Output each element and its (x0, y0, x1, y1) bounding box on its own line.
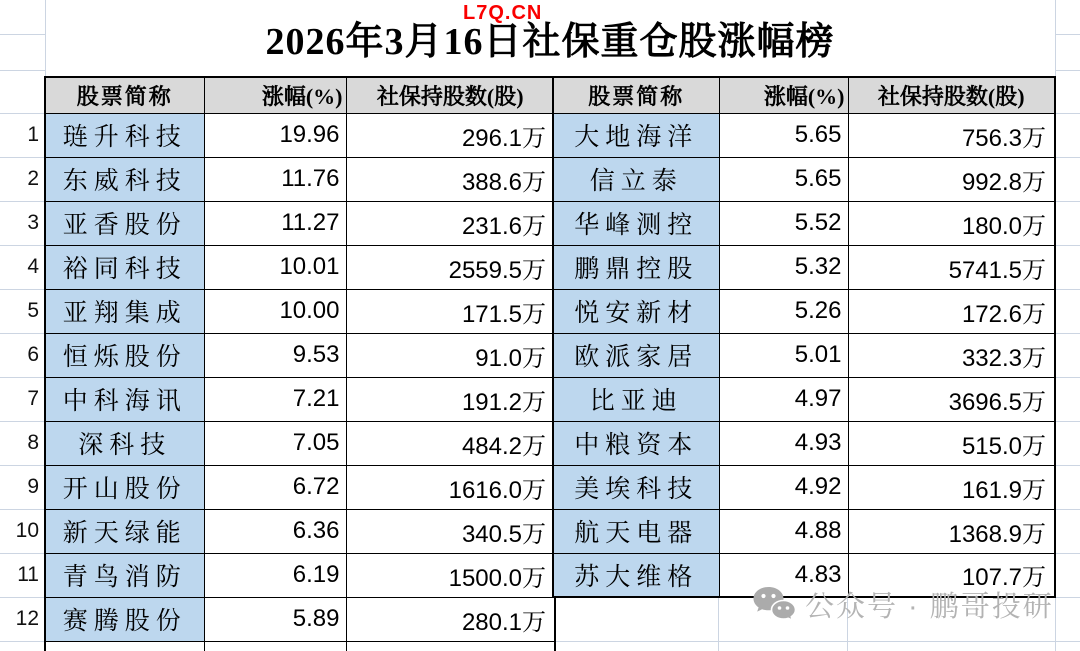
row-number[interactable]: 9 (27, 475, 39, 498)
cell-stock-name[interactable]: 比亚迪 (553, 377, 719, 421)
header-stock-name[interactable]: 股票简称 (553, 77, 719, 113)
header-row (45, 77, 555, 113)
cell-pct[interactable]: 4.97 (719, 377, 848, 421)
header-stock-name[interactable]: 股票简称 (45, 77, 204, 113)
table-row (553, 509, 1055, 553)
header-row (553, 77, 1055, 113)
cell-stock-name[interactable]: 青鸟消防 (45, 553, 204, 597)
table-row (553, 245, 1055, 289)
cell-shares[interactable]: 1616.0万 (346, 465, 555, 509)
grid-line (1055, 70, 1080, 71)
cell-pct[interactable]: 5.32 (719, 245, 848, 289)
cell-stock-name[interactable]: 开山股份 (45, 465, 204, 509)
row-number[interactable]: 5 (27, 299, 39, 322)
cell-stock-name[interactable]: 大地海洋 (553, 113, 719, 157)
grid-line (1055, 377, 1080, 378)
grid-line (718, 597, 719, 651)
grid-line (1055, 509, 1080, 510)
cell-shares[interactable]: 340.5万 (346, 509, 555, 553)
left-table (44, 76, 556, 651)
cell-shares[interactable]: 296.1万 (346, 113, 555, 157)
left-table-container (44, 76, 556, 651)
table-row (45, 509, 555, 553)
row-number[interactable]: 7 (27, 387, 39, 410)
cell-shares[interactable]: 756.3万 (848, 113, 1055, 157)
cell-pct[interactable]: 5.65 (719, 157, 848, 201)
cell-pct[interactable]: 4.88 (719, 509, 848, 553)
grid-line (1055, 34, 1080, 35)
cell-shares[interactable]: 3696.5万 (848, 377, 1055, 421)
cell-pct[interactable]: 5.01 (719, 333, 848, 377)
cell-shares[interactable]: 388.6万 (346, 157, 555, 201)
right-table (552, 76, 1056, 598)
table-row (45, 597, 555, 641)
cell-stock-name[interactable]: 琏升科技 (45, 113, 204, 157)
header-pct[interactable]: 涨幅(%) (719, 77, 848, 113)
table-row (553, 157, 1055, 201)
cell-stock-name[interactable]: 恒烁股份 (45, 333, 204, 377)
cell-pct[interactable]: 9.53 (204, 333, 346, 377)
header-shares[interactable]: 社保持股数(股) (848, 77, 1055, 113)
grid-line (1055, 113, 1080, 114)
cell-pct[interactable]: 7.21 (204, 377, 346, 421)
right-table-container (552, 76, 1056, 599)
cell-pct[interactable]: 10.01 (204, 245, 346, 289)
cell-stock-name[interactable]: 亚香股份 (45, 201, 204, 245)
cell-pct[interactable]: 11.27 (204, 201, 346, 245)
cell-stock-name[interactable]: 新天绿能 (45, 509, 204, 553)
header-pct[interactable]: 涨幅(%) (204, 77, 346, 113)
row-number-column (0, 113, 39, 641)
cell-stock-name[interactable]: 东威科技 (45, 157, 204, 201)
bottom-watermark-text: 公众号 · 鹏哥投研 (805, 591, 1054, 623)
cell-pct[interactable]: 6.72 (204, 465, 346, 509)
table-row (553, 289, 1055, 333)
cell-shares[interactable]: 107.7万 (848, 553, 1055, 597)
row-number[interactable]: 6 (27, 343, 39, 366)
row-number[interactable]: 2 (27, 167, 39, 190)
cell-stock-name[interactable]: 深科技 (45, 421, 204, 465)
row-number[interactable]: 4 (27, 255, 39, 278)
grid-line (0, 34, 45, 35)
row-number[interactable]: 11 (17, 563, 39, 586)
grid-line (1055, 245, 1080, 246)
row-number[interactable]: 1 (27, 123, 39, 146)
cell-stock-name[interactable]: 裕同科技 (45, 245, 204, 289)
cell-pct[interactable]: 4.92 (719, 465, 848, 509)
table-row (553, 465, 1055, 509)
cell-shares[interactable]: 91.0万 (346, 333, 555, 377)
grid-line (1055, 421, 1080, 422)
cell-shares[interactable]: 231.6万 (346, 201, 555, 245)
table-row (45, 289, 555, 333)
bottom-watermark (752, 584, 1054, 625)
table-row (553, 333, 1055, 377)
cell-shares[interactable]: 1500.0万 (346, 553, 555, 597)
cell-pct[interactable]: 4.83 (719, 553, 848, 597)
grid-line (1055, 553, 1080, 554)
cell-stock-name[interactable]: 苏大维格 (553, 553, 719, 597)
empty-cell[interactable] (45, 641, 204, 651)
cell-shares[interactable]: 280.1万 (346, 597, 555, 641)
wechat-icon (752, 585, 796, 625)
grid-line (1055, 157, 1080, 158)
table-row (45, 421, 555, 465)
cell-stock-name[interactable]: 中科海讯 (45, 377, 204, 421)
cell-pct[interactable]: 6.36 (204, 509, 346, 553)
grid-line (1055, 465, 1080, 466)
cell-shares[interactable]: 332.3万 (848, 333, 1055, 377)
cell-stock-name[interactable]: 信立泰 (553, 157, 719, 201)
table-row (45, 157, 555, 201)
row-number[interactable]: 8 (27, 431, 39, 454)
cell-shares[interactable]: 992.8万 (848, 157, 1055, 201)
cell-pct[interactable]: 10.00 (204, 289, 346, 333)
cell-pct[interactable]: 5.52 (719, 201, 848, 245)
cell-pct[interactable]: 11.76 (204, 157, 346, 201)
row-number[interactable]: 12 (15, 607, 39, 630)
cell-shares[interactable]: 171.5万 (346, 289, 555, 333)
cell-shares[interactable]: 191.2万 (346, 377, 555, 421)
table-row (45, 245, 555, 289)
cell-stock-name[interactable]: 赛腾股份 (45, 597, 204, 641)
row-number[interactable]: 10 (15, 519, 39, 542)
table-row (45, 465, 555, 509)
cell-stock-name[interactable]: 欧派家居 (553, 333, 719, 377)
table-row (45, 553, 555, 597)
page-title[interactable]: 2026年3月16日社保重仓股涨幅榜 (265, 21, 835, 63)
cell-stock-name[interactable]: 鹏鼎控股 (553, 245, 719, 289)
table-row (553, 377, 1055, 421)
cell-stock-name[interactable]: 中粮资本 (553, 421, 719, 465)
cell-pct[interactable]: 5.26 (719, 289, 848, 333)
grid-line (553, 641, 1080, 642)
grid-line (0, 70, 45, 71)
top-watermark: L7Q.CN (463, 2, 543, 24)
cell-shares[interactable]: 5741.5万 (848, 245, 1055, 289)
cell-pct[interactable]: 7.05 (204, 421, 346, 465)
cell-shares[interactable]: 180.0万 (848, 201, 1055, 245)
cell-shares[interactable]: 2559.5万 (346, 245, 555, 289)
cell-pct[interactable]: 6.19 (204, 553, 346, 597)
grid-line (0, 641, 45, 642)
header-shares[interactable]: 社保持股数(股) (346, 77, 555, 113)
cell-stock-name[interactable]: 华峰测控 (553, 201, 719, 245)
grid-line (1055, 333, 1080, 334)
grid-line (1055, 597, 1080, 598)
empty-cell[interactable] (346, 641, 555, 651)
cell-stock-name[interactable]: 美埃科技 (553, 465, 719, 509)
table-row (553, 113, 1055, 157)
cell-shares[interactable]: 515.0万 (848, 421, 1055, 465)
row-number[interactable]: 3 (27, 211, 39, 234)
grid-line (1055, 201, 1080, 202)
cell-pct[interactable]: 4.93 (719, 421, 848, 465)
table-row (45, 113, 555, 157)
cell-stock-name[interactable]: 亚翔集成 (45, 289, 204, 333)
table-row (45, 333, 555, 377)
grid-line (1055, 289, 1080, 290)
cell-shares[interactable]: 172.6万 (848, 289, 1055, 333)
table-row (553, 201, 1055, 245)
cell-pct[interactable]: 19.96 (204, 113, 346, 157)
table-row (45, 377, 555, 421)
cell-shares[interactable]: 484.2万 (346, 421, 555, 465)
table-row (553, 421, 1055, 465)
cell-pct[interactable]: 5.89 (204, 597, 346, 641)
cell-shares[interactable]: 1368.9万 (848, 509, 1055, 553)
cell-stock-name[interactable]: 悦安新材 (553, 289, 719, 333)
cell-shares[interactable]: 161.9万 (848, 465, 1055, 509)
table-row (45, 201, 555, 245)
cell-pct[interactable]: 5.65 (719, 113, 848, 157)
empty-cell[interactable] (204, 641, 346, 651)
partial-row (45, 641, 555, 651)
cell-stock-name[interactable]: 航天电器 (553, 509, 719, 553)
